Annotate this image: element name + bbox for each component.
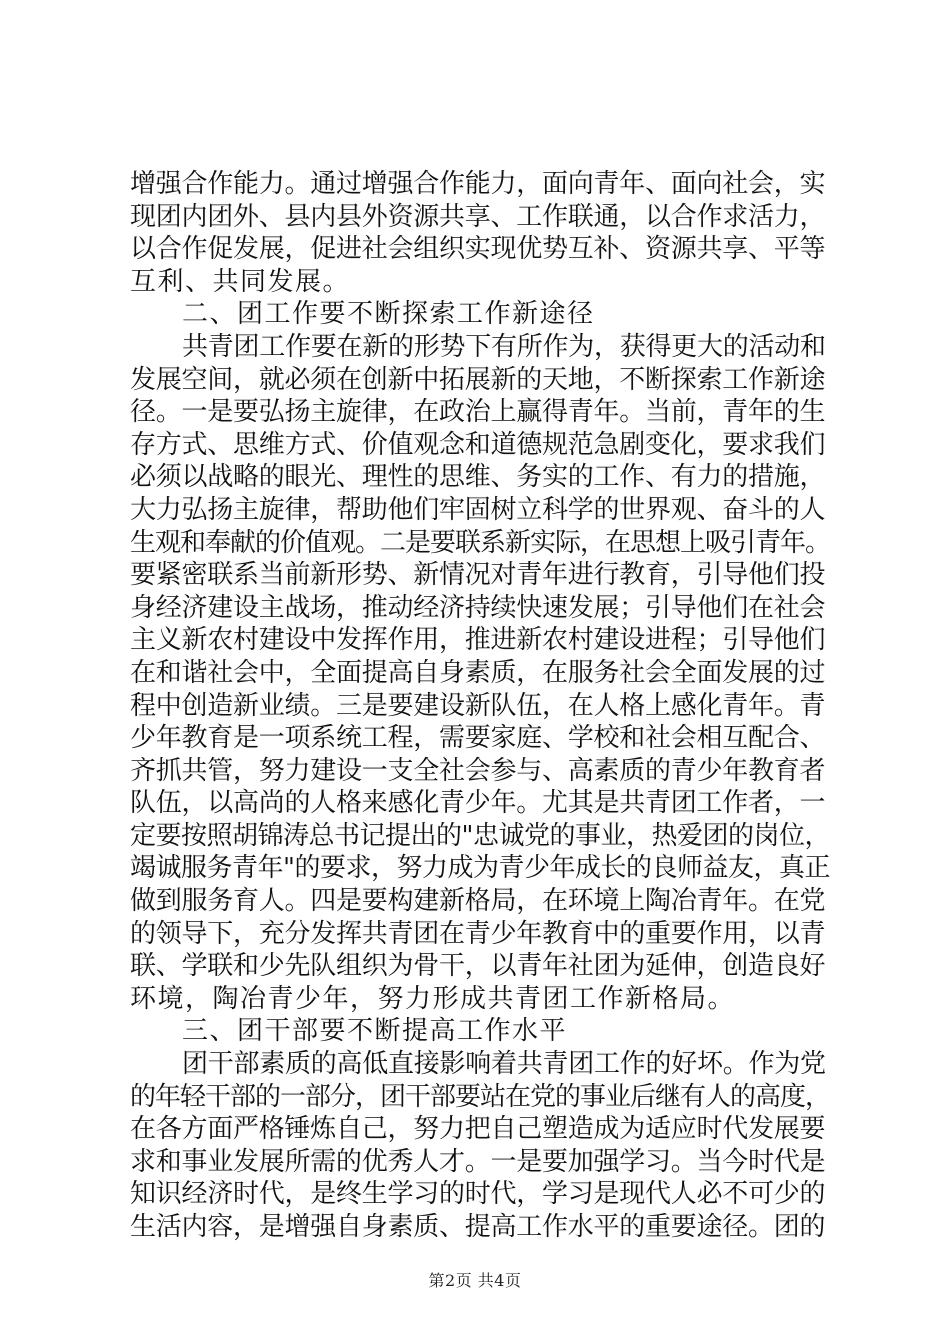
text-line: 程中创造新业绩。三是要建设新队伍，在人格上感化青年。青 [130, 690, 826, 721]
text-line: 二、团工作要不断探索工作新途径 [182, 299, 595, 330]
text-line: 生观和奉献的价值观。二是要联系新实际，在思想上吸引青年。 [130, 527, 831, 558]
text-line: 三、团干部要不断提高工作水平 [182, 1016, 568, 1047]
text-line: 生活内容，是增强自身素质、提高工作水平的重要途径。团的 [130, 1212, 826, 1242]
text-line: 在各方面严格锤炼自己，努力把自己塑造成为适应时代发展要 [130, 1114, 826, 1145]
text-line: 存方式、思维方式、价值观念和道德规范急剧变化，要求我们 [130, 429, 826, 460]
text-line: 齐抓共管，努力建设一支全社会参与、高素质的青少年教育者 [130, 755, 826, 786]
page-footer: 第2页 共4页 [428, 1271, 522, 1290]
text-line: 少年教育是一项系统工程，需要家庭、学校和社会相互配合、 [130, 723, 826, 754]
text-line: 在和谐社会中，全面提高自身素质，在服务社会全面发展的过 [130, 657, 826, 688]
text-line: 知识经济时代，是终生学习的时代，学习是现代人必不可少的 [130, 1179, 826, 1210]
text-line: 以合作促发展，促进社会组织实现优势互补、资源共享、平等 [130, 234, 826, 265]
text-line: 联、学联和少先队组织为骨干，以青年社团为延伸，创造良好 [130, 951, 826, 982]
text-line: 现团内团外、县内县外资源共享、工作联通，以合作求活力， [130, 201, 826, 232]
text-line: 做到服务育人。四是要构建新格局，在环境上陶冶青年。在党 [130, 886, 826, 917]
text-line: 主义新农村建设中发挥作用，推进新农村建设进程；引导他们 [130, 625, 826, 656]
text-line: 要紧密联系当前新形势、新情况对青年进行教育，引导他们投 [130, 560, 826, 591]
text-line: 的领导下，充分发挥共青团在青少年教育中的重要作用，以青 [130, 918, 826, 949]
text-line: 环境，陶冶青少年，努力形成共青团工作新格局。 [130, 983, 736, 1014]
text-line: 队伍，以高尚的人格来感化青少年。尤其是共青团工作者，一 [130, 788, 826, 819]
text-line: 身经济建设主战场，推动经济持续快速发展；引导他们在社会 [130, 592, 826, 623]
text-line: 定要按照胡锦涛总书记提出的"忠诚党的事业，热爱团的岗位， [130, 820, 830, 851]
text-line: 大力弘扬主旋律，帮助他们牢固树立科学的世界观、奋斗的人 [130, 494, 826, 525]
text-line: 共青团工作要在新的形势下有所作为，获得更大的活动和 [182, 331, 826, 362]
text-line: 径。一是要弘扬主旋律，在政治上赢得青年。当前，青年的生 [130, 397, 826, 428]
text-line: 发展空间，就必须在创新中拓展新的天地，不断探索工作新途 [130, 364, 826, 395]
text-line: 竭诚服务青年"的要求，努力成为青少年成长的良师益友，真正 [130, 853, 830, 884]
text-line: 团干部素质的高低直接影响着共青团工作的好坏。作为党 [182, 1049, 826, 1080]
text-line: 求和事业发展所需的优秀人才。一是要加强学习。当今时代是 [130, 1146, 826, 1177]
text-line: 互利、共同发展。 [130, 266, 351, 297]
text-line: 的年轻干部的一部分，团干部要站在党的事业后继有人的高度， [130, 1081, 831, 1112]
document-body [130, 168, 830, 1244]
text-line: 增强合作能力。通过增强合作能力，面向青年、面向社会，实 [130, 169, 826, 199]
text-line: 必须以战略的眼光、理性的思维、务实的工作、有力的措施， [130, 462, 826, 493]
